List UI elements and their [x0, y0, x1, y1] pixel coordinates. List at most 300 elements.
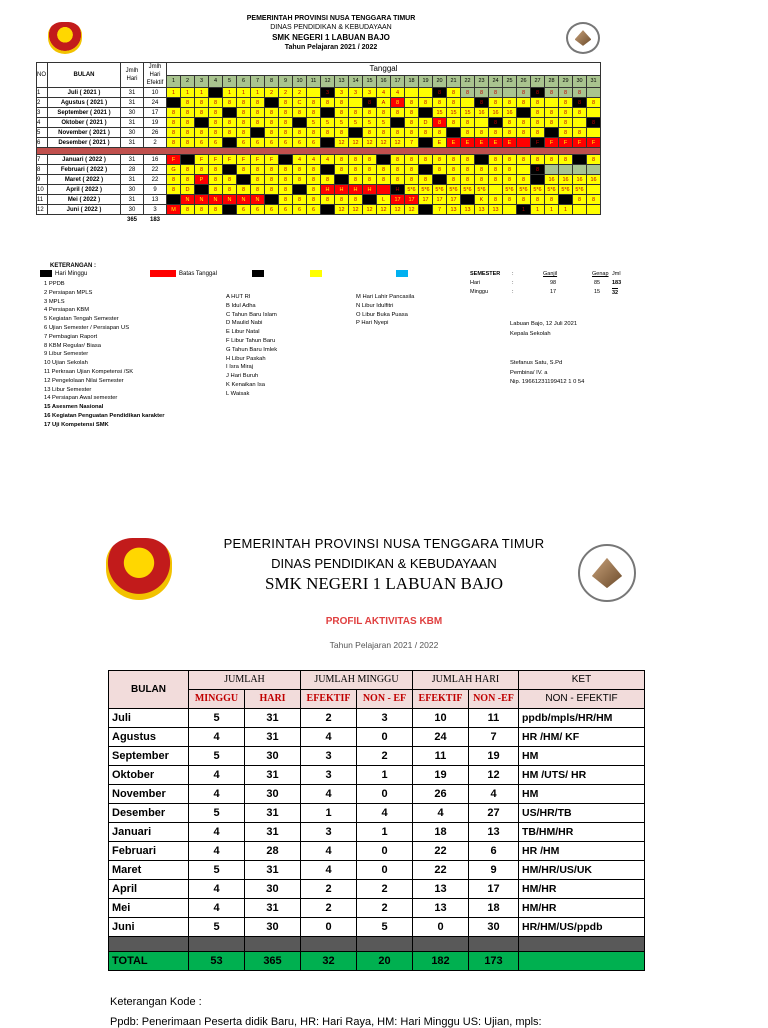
day-cell: 12: [405, 205, 419, 215]
row-hari: 31: [121, 155, 144, 165]
day-cell: 8: [349, 165, 363, 175]
day-cell: 8: [321, 98, 335, 108]
code-item: E Libur Natal: [226, 329, 260, 336]
day-number: 1: [167, 75, 181, 88]
profile-header-line2: DINAS PENDIDIKAN & KEBUDAYAAN: [271, 556, 497, 571]
day-cell: 8: [405, 165, 419, 175]
semester-hari-jml: 183: [612, 280, 622, 286]
cell-non-hari: 17: [469, 880, 519, 899]
cell-ef-minggu: 4: [301, 785, 357, 804]
day-cell: 8: [573, 128, 587, 138]
day-cell: 16: [545, 175, 559, 185]
cell-ket: ppdb/mpls/HR/HM: [519, 709, 645, 728]
day-cell: 13: [475, 205, 489, 215]
day-cell: 8: [307, 128, 321, 138]
day-cell: 1: [517, 205, 531, 215]
day-cell: 8: [587, 118, 601, 128]
cell-bulan: Juni: [109, 918, 189, 937]
cell-ef-hari: 22: [413, 842, 469, 861]
col-no: NO: [37, 63, 48, 88]
cell-bulan: Desember: [109, 804, 189, 823]
legend-batas: Batas Tanggal: [150, 270, 217, 279]
day-cell: [181, 155, 195, 165]
day-cell: 8: [489, 155, 503, 165]
cell-minggu: 4: [189, 842, 245, 861]
cell-hari: 31: [245, 728, 301, 747]
calendar-header: [36, 14, 626, 64]
day-cell: [559, 165, 573, 175]
calendar-month-row: [37, 165, 601, 175]
day-cell: 8: [363, 128, 377, 138]
day-number: 22: [461, 75, 475, 88]
table-row: [109, 918, 645, 937]
semester-separator: [37, 148, 601, 155]
day-cell: 8: [391, 108, 405, 118]
day-cell: 8: [181, 138, 195, 148]
day-cell: 5*6: [503, 185, 517, 195]
col-ket: KET: [519, 671, 645, 690]
day-cell: 8: [307, 175, 321, 185]
code-item: 3 MPLS: [44, 298, 65, 305]
code-item: P Hari Nyepi: [356, 320, 389, 327]
cell-hari: 31: [245, 804, 301, 823]
day-cell: 6: [293, 205, 307, 215]
day-cell: [237, 175, 251, 185]
col-tanggal: Tanggal: [167, 63, 601, 76]
day-cell: 8: [531, 195, 545, 205]
day-cell: 8: [363, 155, 377, 165]
col-minggu: MINGGU: [189, 690, 245, 709]
code-item: N Libur Idulfitri: [356, 302, 394, 309]
calendar-month-row: [37, 118, 601, 128]
day-cell: [419, 138, 433, 148]
day-cell: F: [237, 155, 251, 165]
day-cell: 3: [321, 88, 335, 98]
calendar-month-row: [37, 155, 601, 165]
day-cell: 8: [503, 155, 517, 165]
gap-cell: [109, 937, 189, 952]
cell-ket: TB/HM/HR: [519, 823, 645, 842]
row-hari: 31: [121, 88, 144, 98]
day-cell: 8: [363, 108, 377, 118]
day-cell: 8: [475, 128, 489, 138]
day-cell: 8: [293, 175, 307, 185]
day-cell: 8: [265, 118, 279, 128]
row-bulan: Agustus ( 2021 ): [48, 98, 121, 108]
cell-minggu: 5: [189, 918, 245, 937]
day-cell: 8: [489, 165, 503, 175]
day-number: 4: [209, 75, 223, 88]
day-cell: [573, 205, 587, 215]
cell-ef-minggu: 4: [301, 861, 357, 880]
day-cell: 8: [433, 165, 447, 175]
cell-minggu: 5: [189, 861, 245, 880]
row-no: 5: [37, 128, 48, 138]
day-cell: 6: [237, 205, 251, 215]
day-cell: [545, 128, 559, 138]
code-item: 10 Ujian Sekolah: [44, 360, 88, 367]
day-cell: 8: [503, 165, 517, 175]
day-cell: 8: [391, 128, 405, 138]
day-cell: 8: [377, 128, 391, 138]
day-cell: 8: [475, 88, 489, 98]
day-cell: [503, 88, 517, 98]
day-cell: 8: [307, 165, 321, 175]
day-number: 19: [419, 75, 433, 88]
code-item: 5 Kegiatan Tengah Semester: [44, 316, 119, 323]
day-cell: 8: [559, 118, 573, 128]
day-cell: 8: [279, 128, 293, 138]
cell-non-hari: 9: [469, 861, 519, 880]
code-item: 6 Ujian Semester / Persiapan US: [44, 324, 130, 331]
code-item: I Isra Miraj: [226, 364, 254, 371]
day-cell: 4: [377, 88, 391, 98]
day-cell: 8: [405, 108, 419, 118]
day-cell: N: [237, 195, 251, 205]
cell-minggu: 4: [189, 728, 245, 747]
day-cell: 13: [461, 205, 475, 215]
row-bulan: September ( 2021 ): [48, 108, 121, 118]
table-row: [109, 747, 645, 766]
day-cell: 12: [363, 138, 377, 148]
day-cell: 8: [265, 175, 279, 185]
cell-non-minggu: 2: [357, 747, 413, 766]
keterangan-kode: Keterangan Kode :: [110, 996, 202, 1008]
calendar-month-row: [37, 98, 601, 108]
day-cell: 8: [419, 155, 433, 165]
day-cell: 8: [573, 108, 587, 118]
day-cell: 8: [265, 128, 279, 138]
black-swatch-2-icon: [252, 270, 267, 279]
day-cell: [349, 128, 363, 138]
code-item: M Hari Lahir Pancasila: [356, 294, 415, 300]
col-jumlah-hari: JUMLAH HARI: [413, 671, 519, 690]
day-cell: [223, 138, 237, 148]
cell-minggu: 5: [189, 747, 245, 766]
day-cell: 2: [265, 88, 279, 98]
day-cell: 8: [279, 98, 293, 108]
day-cell: [587, 108, 601, 118]
day-cell: 8: [531, 108, 545, 118]
day-number: 7: [251, 75, 265, 88]
day-cell: [419, 88, 433, 98]
cell-ket: HM: [519, 785, 645, 804]
day-cell: 8: [349, 108, 363, 118]
day-cell: 8: [461, 118, 475, 128]
cell-bulan: Oktober: [109, 766, 189, 785]
day-cell: 8: [419, 98, 433, 108]
cell-non-hari: 7: [469, 728, 519, 747]
codes-letter-list-1: [226, 293, 277, 399]
code-item: G Tahun Baru Imlek: [226, 346, 278, 353]
day-cell: 1: [223, 88, 237, 98]
day-cell: 8: [489, 98, 503, 108]
day-cell: F: [209, 155, 223, 165]
calendar-month-row: [37, 138, 601, 148]
day-cell: 8: [293, 165, 307, 175]
day-cell: 5*6: [545, 185, 559, 195]
day-cell: F: [223, 155, 237, 165]
cell-ef-hari: 19: [413, 766, 469, 785]
row-no: 2: [37, 98, 48, 108]
cell-non-minggu: 3: [357, 709, 413, 728]
day-cell: 8: [293, 195, 307, 205]
day-cell: 8: [209, 98, 223, 108]
day-cell: 8: [573, 195, 587, 205]
day-cell: 8: [405, 155, 419, 165]
day-cell: 8: [181, 128, 195, 138]
row-bulan: April ( 2022 ): [48, 185, 121, 195]
day-cell: 8: [209, 108, 223, 118]
gap-row: [109, 937, 645, 952]
row-efektif: 9: [144, 185, 167, 195]
day-cell: 8: [195, 165, 209, 175]
col-bulan: BULAN: [109, 671, 189, 709]
day-cell: 8: [489, 118, 503, 128]
cell-ef-hari: 0: [413, 918, 469, 937]
cell-minggu: 4: [189, 785, 245, 804]
semester-hari-label: Hari: [470, 280, 481, 286]
day-cell: 8: [559, 155, 573, 165]
gap-cell: [189, 937, 245, 952]
day-cell: N: [251, 195, 265, 205]
sign-place-date: Labuan Bajo, 12 Juli 2021: [510, 321, 578, 327]
row-hari: 31: [121, 118, 144, 128]
day-cell: 8: [461, 88, 475, 98]
row-hari: 30: [121, 205, 144, 215]
day-cell: 8: [405, 128, 419, 138]
day-cell: [433, 175, 447, 185]
day-cell: H: [363, 185, 377, 195]
day-cell: 5*6: [433, 185, 447, 195]
code-item: D Maulid Nabi: [226, 320, 263, 327]
day-cell: [335, 175, 349, 185]
day-number: 12: [321, 75, 335, 88]
day-cell: 8: [209, 118, 223, 128]
day-cell: [377, 155, 391, 165]
day-cell: 1: [559, 205, 573, 215]
day-cell: [167, 195, 181, 205]
day-cell: [279, 155, 293, 165]
cell-non-minggu: 0: [357, 861, 413, 880]
cell-ef-minggu: 2: [301, 880, 357, 899]
row-hari: 31: [121, 195, 144, 205]
day-cell: 12: [335, 205, 349, 215]
day-cell: 8: [251, 98, 265, 108]
semester-label: SEMESTER: [470, 271, 501, 277]
row-no: 9: [37, 175, 48, 185]
day-cell: 8: [181, 175, 195, 185]
day-cell: [223, 165, 237, 175]
cell-non-hari: 18: [469, 899, 519, 918]
day-number: 24: [489, 75, 503, 88]
day-cell: N: [181, 195, 195, 205]
table-row: [109, 709, 645, 728]
calendar-month-row: [37, 195, 601, 205]
total-row: [109, 952, 645, 971]
row-efektif: 26: [144, 128, 167, 138]
cell-ef-hari: 13: [413, 880, 469, 899]
cell-hari: 30: [245, 918, 301, 937]
cell-ef-hari: 26: [413, 785, 469, 804]
table-row: [109, 899, 645, 918]
cell-bulan: Maret: [109, 861, 189, 880]
col-nonef-minggu: NON - EF: [357, 690, 413, 709]
day-cell: 8: [545, 118, 559, 128]
calendar-header-line2: DINAS PENDIDIKAN & KEBUDAYAAN: [270, 24, 392, 31]
day-cell: 8: [517, 155, 531, 165]
day-cell: 6: [279, 205, 293, 215]
day-cell: 8: [377, 108, 391, 118]
cell-non-minggu: 0: [357, 728, 413, 747]
day-cell: 8: [209, 185, 223, 195]
row-efektif: 22: [144, 175, 167, 185]
day-cell: 1: [181, 88, 195, 98]
cell-non-minggu: 1: [357, 766, 413, 785]
day-cell: 8: [419, 128, 433, 138]
day-cell: [391, 118, 405, 128]
cell-ket: US/HR/TB: [519, 804, 645, 823]
cell-ket: HM/HR: [519, 880, 645, 899]
academic-calendar: [36, 14, 626, 494]
day-cell: 8: [447, 118, 461, 128]
day-number: 27: [531, 75, 545, 88]
day-cell: 8: [503, 175, 517, 185]
code-item: 17 Uji Kompetensi SMK: [44, 421, 109, 428]
day-cell: 8: [279, 108, 293, 118]
gap-cell: [245, 937, 301, 952]
col-nonef-hari: NON -EF: [469, 690, 519, 709]
kbm-profile: [0, 520, 768, 1028]
col-hari: HARI: [245, 690, 301, 709]
profile-header-line1: PEMERINTAH PROVINSI NUSA TENGGARA TIMUR: [223, 536, 545, 551]
code-item: 11 Perkraan Ujian Kompetensi /SK: [44, 368, 134, 375]
day-cell: 8: [447, 165, 461, 175]
day-cell: 12: [377, 205, 391, 215]
day-cell: 8: [517, 98, 531, 108]
day-cell: 16: [475, 108, 489, 118]
day-cell: 8: [405, 175, 419, 185]
code-item: J Hari Buruh: [226, 373, 259, 380]
day-cell: [517, 108, 531, 118]
day-cell: E: [489, 138, 503, 148]
day-cell: 8: [167, 138, 181, 148]
calendar-month-row: [37, 128, 601, 138]
code-item: H Libur Paskah: [226, 355, 266, 362]
row-hari: 30: [121, 185, 144, 195]
day-cell: 8: [181, 205, 195, 215]
day-cell: [321, 165, 335, 175]
cell-ket: HM /UTS/ HR: [519, 766, 645, 785]
row-hari: 30: [121, 128, 144, 138]
cell-hari: 28: [245, 842, 301, 861]
day-cell: H: [391, 185, 405, 195]
cell-bulan: Februari: [109, 842, 189, 861]
day-cell: 8: [279, 118, 293, 128]
legend-title: KETERANGAN :: [50, 263, 96, 269]
day-cell: 5: [307, 118, 321, 128]
total-label: TOTAL: [109, 952, 189, 971]
code-item: 14 Persiapan Awal semester: [44, 395, 118, 402]
total-non-minggu: 20: [357, 952, 413, 971]
day-cell: 8: [167, 185, 181, 195]
day-cell: 8: [363, 165, 377, 175]
day-cell: [377, 185, 391, 195]
day-cell: 8: [307, 108, 321, 118]
cell-bulan: September: [109, 747, 189, 766]
day-number: 18: [405, 75, 419, 88]
day-cell: 8: [167, 175, 181, 185]
day-cell: 8: [237, 118, 251, 128]
day-cell: 8: [335, 155, 349, 165]
day-cell: [461, 98, 475, 108]
sign-nip: Nip. 19661231199412 1 0 54: [510, 379, 585, 385]
day-cell: 6: [265, 205, 279, 215]
day-cell: 6: [209, 138, 223, 148]
row-efektif: 16: [144, 155, 167, 165]
day-cell: 17: [405, 195, 419, 205]
day-cell: 8: [321, 175, 335, 185]
profile-title: PROFIL AKTIVITAS KBM: [325, 616, 443, 627]
day-cell: 6: [195, 138, 209, 148]
day-number: 8: [265, 75, 279, 88]
row-bulan: Oktober ( 2021 ): [48, 118, 121, 128]
row-efektif: 13: [144, 195, 167, 205]
day-cell: 8: [531, 98, 545, 108]
day-cell: 8: [209, 128, 223, 138]
day-cell: 8: [433, 118, 447, 128]
day-cell: 8: [363, 175, 377, 185]
row-efektif: 24: [144, 98, 167, 108]
day-cell: 5*6: [405, 185, 419, 195]
day-cell: 4: [321, 155, 335, 165]
day-cell: 8: [349, 175, 363, 185]
cell-ef-hari: 22: [413, 861, 469, 880]
calendar-month-row: [37, 175, 601, 185]
day-number: 17: [391, 75, 405, 88]
day-cell: 15: [447, 108, 461, 118]
day-cell: 8: [391, 155, 405, 165]
cell-bulan: Mei: [109, 899, 189, 918]
day-cell: 8: [181, 165, 195, 175]
cell-hari: 31: [245, 823, 301, 842]
cell-minggu: 4: [189, 880, 245, 899]
row-efektif: 17: [144, 108, 167, 118]
kbm-table: [108, 670, 645, 971]
day-cell: G: [167, 165, 181, 175]
day-cell: [517, 138, 531, 148]
cell-ef-hari: 10: [413, 709, 469, 728]
day-cell: [209, 88, 223, 98]
code-item: 9 Libur Semester: [44, 351, 89, 358]
day-cell: 12: [335, 138, 349, 148]
day-cell: 8: [349, 155, 363, 165]
semester-ganjil: Ganjil: [543, 271, 558, 277]
table-row: [109, 728, 645, 747]
row-hari: 31: [121, 138, 144, 148]
day-cell: 5: [349, 118, 363, 128]
day-cell: F: [265, 155, 279, 165]
day-cell: D: [419, 118, 433, 128]
day-number: 25: [503, 75, 517, 88]
cell-ket: HR /HM/ KF: [519, 728, 645, 747]
day-cell: 8: [419, 175, 433, 185]
code-item: 15 Asesmen Nasional: [44, 404, 104, 411]
legend-minggu: Hari Minggu: [40, 270, 87, 279]
day-cell: 8: [475, 175, 489, 185]
day-cell: [587, 205, 601, 215]
row-efektif: 10: [144, 88, 167, 98]
